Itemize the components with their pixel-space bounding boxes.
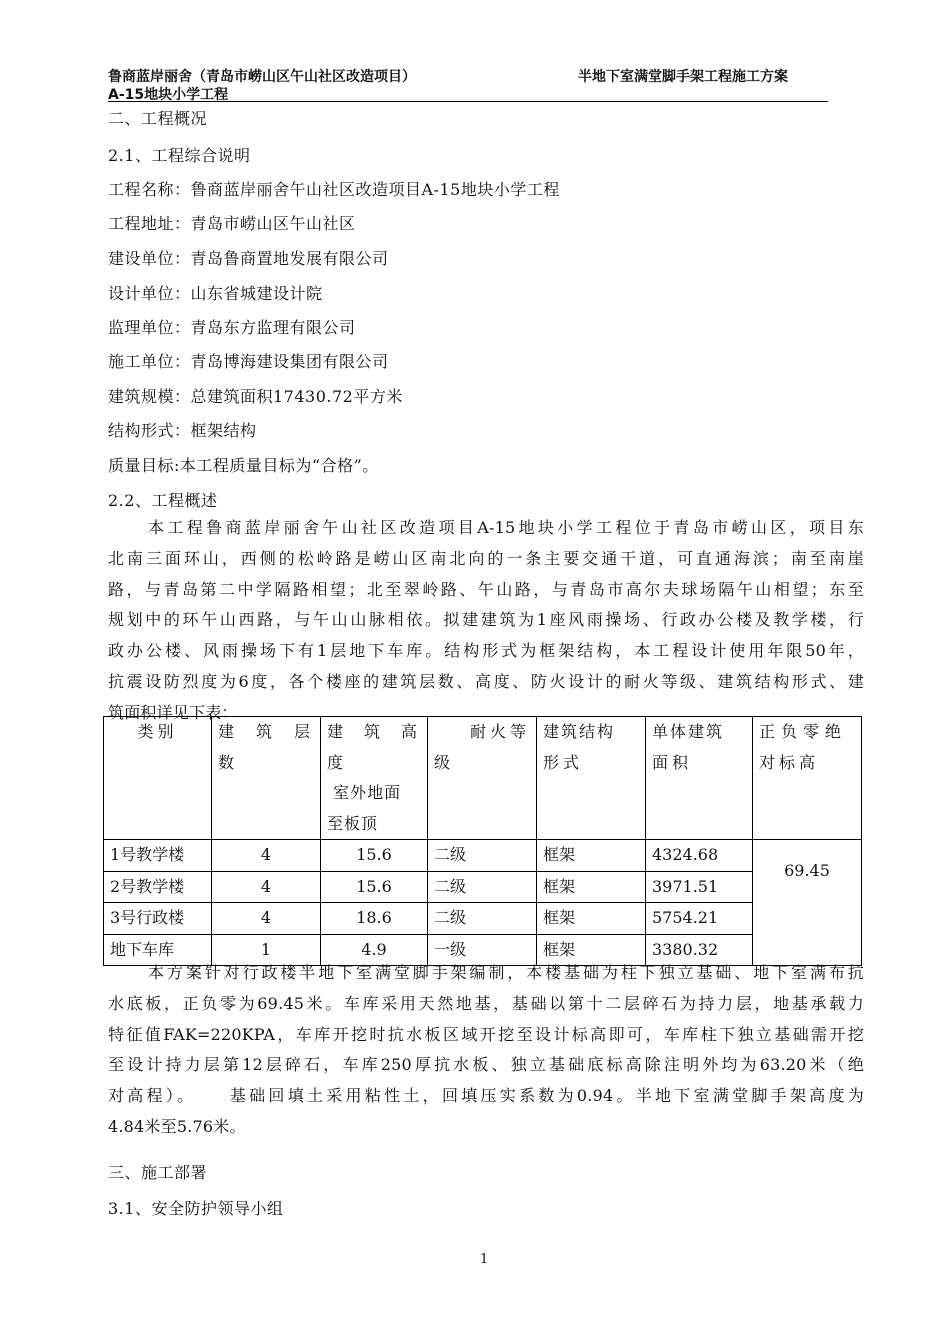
scheme-line: 至设计持力层第12层碎石，车库250厚抗水板、独立基础底标高除注明外均为63.20米（绝 <box>108 1055 864 1075</box>
scheme-line: 4.84米至5.76米。 <box>108 1116 246 1136</box>
header-fire-rating: 耐火等 级 <box>428 717 537 840</box>
scheme-line: 本方案针对行政楼半地下室满堂脚手架编制，本楼基础为柱下独立基础、地下室满布抗 <box>148 963 864 982</box>
info-contractor: 施工单位：青岛博海建设集团有限公司 <box>108 352 389 371</box>
overview-line: 筑面积详见下表： <box>108 702 238 722</box>
cell-floors: 4 <box>212 840 321 872</box>
cell-structure: 框架 <box>537 934 646 966</box>
cell-name: 地下车库 <box>104 934 212 966</box>
cell-fire: 二级 <box>428 871 537 903</box>
section3-heading: 三、施工部署 <box>108 1163 208 1182</box>
scheme-line: 特征值FAK=220KPA，车库开挖时抗水板区域开挖至设计标高即可，车库柱下独立基础需开挖 <box>108 1024 864 1044</box>
cell-name: 3号行政楼 <box>104 903 212 935</box>
table-row <box>104 871 862 903</box>
overview-line: 路，与青岛第二中学隔路相望；北至翠岭路、午山路，与青岛市高尔夫球场隔午山相望；东至 <box>108 579 864 599</box>
overview-paragraph <box>108 513 864 729</box>
header-category: 类别 <box>104 717 212 840</box>
cell-height: 4.9 <box>321 934 428 966</box>
scheme-paragraph <box>108 958 864 1143</box>
info-project-name: 工程名称：鲁商蓝岸丽舍午山社区改造项目A-15地块小学工程 <box>108 180 560 199</box>
scheme-line: 水底板，正负零为69.45米。车库采用天然地基，基础以第十二层碎石为持力层，地基承载力 <box>108 993 864 1013</box>
info-quality: 质量目标:本工程质量目标为“合格”。 <box>108 456 379 475</box>
header-elevation: 正负零绝 对标高 <box>753 717 862 840</box>
section3-1-heading: 3.1、安全防护领导小组 <box>108 1199 284 1218</box>
header-height: 建筑高 度 室外地面 至板顶 <box>321 717 428 840</box>
info-structure: 结构形式：框架结构 <box>108 421 257 440</box>
cell-height: 18.6 <box>321 903 428 935</box>
overview-line: 本工程鲁商蓝岸丽舍午山社区改造项目A-15地块小学工程位于青岛市崂山区，项目东 <box>148 518 864 537</box>
cell-structure: 框架 <box>537 903 646 935</box>
cell-fire: 二级 <box>428 840 537 872</box>
header-doc-title: 半地下室满堂脚手架工程施工方案 <box>578 69 788 85</box>
section2-heading: 二、工程概况 <box>108 109 208 128</box>
info-address: 工程地址：青岛市崂山区午山社区 <box>108 214 356 233</box>
table-row <box>104 840 862 872</box>
cell-height: 15.6 <box>321 871 428 903</box>
overview-line: 政办公楼、风雨操场下有1层地下车库。结构形式为框架结构，本工程设计使用年限50年， <box>108 641 864 661</box>
info-owner: 建设单位：青岛鲁商置地发展有限公司 <box>108 249 389 268</box>
header-project-line1: 鲁商蓝岸丽舍（青岛市崂山区午山社区改造项目） <box>108 69 416 85</box>
cell-area: 5754.21 <box>646 903 753 935</box>
header-project-line2: A-15地块小学工程 <box>108 87 229 103</box>
cell-floors: 4 <box>212 871 321 903</box>
cell-name: 2号教学楼 <box>104 871 212 903</box>
cell-fire: 一级 <box>428 934 537 966</box>
info-supervisor: 监理单位：青岛东方监理有限公司 <box>108 318 356 337</box>
page-number: 1 <box>480 1252 489 1267</box>
cell-name: 1号教学楼 <box>104 840 212 872</box>
table-header-row <box>104 717 862 840</box>
overview-line: 规划中的环午山西路，与午山山脉相依。拟建建筑为1座风雨操场、行政办公楼及教学楼，行 <box>108 610 864 630</box>
table-row <box>104 903 862 935</box>
cell-height: 15.6 <box>321 840 428 872</box>
cell-elevation: 69.45 <box>753 840 862 966</box>
info-scale: 建筑规模：总建筑面积17430.72平方米 <box>108 387 403 406</box>
overview-line: 北南三面环山，西侧的松岭路是崂山区南北向的一条主要交通干道，可直通海滨；南至南崖 <box>108 548 864 568</box>
header-area: 单体建筑 面积 <box>646 717 753 840</box>
cell-floors: 4 <box>212 903 321 935</box>
overview-line: 抗震设防烈度为6度，各个楼座的建筑层数、高度、防火设计的耐火等级、建筑结构形式、建 <box>108 671 864 691</box>
cell-floors: 1 <box>212 934 321 966</box>
cell-fire: 二级 <box>428 903 537 935</box>
cell-structure: 框架 <box>537 871 646 903</box>
info-designer: 设计单位：山东省城建设计院 <box>108 284 323 303</box>
header-floors: 建筑层 数 <box>212 717 321 840</box>
header-rule <box>108 101 828 102</box>
cell-area: 3380.32 <box>646 934 753 966</box>
section2-2-heading: 2.2、工程概述 <box>108 491 218 510</box>
section2-1-heading: 2.1、工程综合说明 <box>108 146 251 165</box>
cell-area: 4324.68 <box>646 840 753 872</box>
cell-structure: 框架 <box>537 840 646 872</box>
header-structure: 建筑结构 形式 <box>537 717 646 840</box>
cell-area: 3971.51 <box>646 871 753 903</box>
scheme-line: 对高程）。 基础回填土采用粘性土，回填压实系数为0.94。半地下室满堂脚手架高度为 <box>108 1086 864 1106</box>
building-table <box>103 716 862 966</box>
